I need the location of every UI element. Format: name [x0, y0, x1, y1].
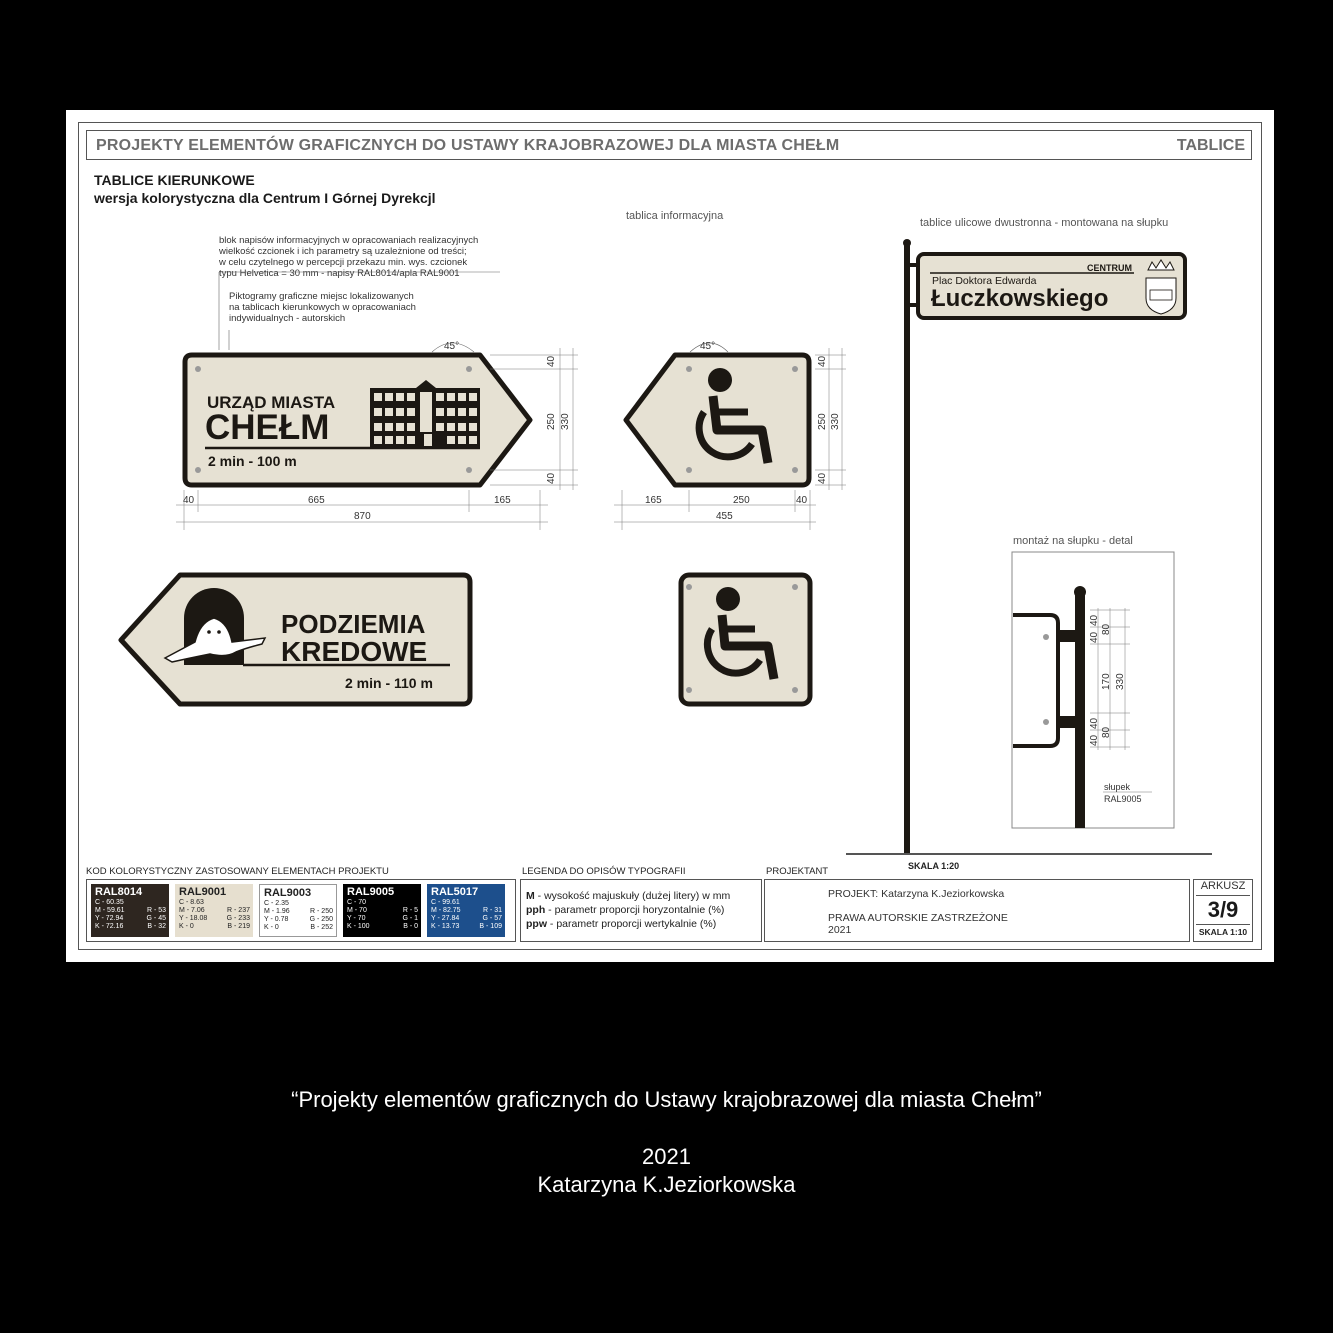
building-pictogram — [370, 380, 480, 448]
swatch-name: RAL9001 — [179, 886, 227, 898]
sign-urzad-miasta — [185, 341, 530, 485]
designer-title: PROJEKTANT — [766, 866, 829, 877]
swatch-value: B - 219 — [227, 923, 250, 930]
legend-title: LEGENDA DO OPISÓW TYPOGRAFII — [522, 866, 686, 877]
dim-label: 40 — [1089, 734, 1100, 746]
legend-item — [526, 917, 730, 931]
mount-detail-label: montaż na słupku - detal — [1013, 535, 1133, 547]
designer-year: 2021 — [828, 924, 852, 936]
dim-label: 250 — [817, 413, 828, 430]
swatch-value: C - 8.63 — [179, 899, 204, 906]
swatch-ral9005 — [343, 884, 421, 937]
swatch-value: B - 0 — [403, 923, 418, 930]
note-line: na tablicach kierunkowych w opracowaniach — [229, 302, 416, 313]
legend-text: - parametr proporcji horyzontalnie (%) — [545, 904, 725, 916]
dim-label: 40 — [183, 495, 195, 506]
dim-label: 330 — [560, 413, 571, 430]
designer-rights: PRAWA AUTORSKIE ZASTRZEŻONE — [828, 912, 1008, 924]
dim-label: 40 — [817, 355, 828, 367]
note-line: w celu czytelnego w percepcji przekazu min. wys. czcionek — [219, 257, 468, 268]
swatch-value: G - 57 — [482, 915, 502, 922]
caption-title: “Projekty elementów graficznych do Ustawy krajobrazowej dla miasta Chełm” — [291, 1087, 1042, 1112]
dim-label: 330 — [830, 413, 841, 430]
dim-label: 80 — [1101, 726, 1112, 738]
legend-list — [526, 889, 730, 931]
dim-label: 40 — [546, 355, 557, 367]
dim-label: 40 — [546, 472, 557, 484]
palette-title: KOD KOLORYSTYCZNY ZASTOSOWANY ELEMENTACH PROJEKTU — [86, 866, 389, 877]
dim-label: 170 — [1101, 673, 1112, 690]
street-line1: Plac Doktora Edwarda — [932, 275, 1037, 287]
info-board-label: tablica informacyjna — [626, 210, 724, 222]
dim-label: 870 — [354, 511, 371, 522]
swatch-value: C - 70 — [347, 899, 367, 906]
swatch-value: R - 5 — [402, 907, 418, 914]
note-line: wielkość czcionek i ich parametry są uzależnione od treści; — [219, 246, 467, 257]
swatch-value: Y - 18.08 — [179, 915, 208, 922]
designer-project: PROJEKT: Katarzyna K.Jeziorkowska — [828, 888, 1005, 900]
swatch-ral9003 — [259, 884, 337, 937]
sign3-line1: PODZIEMIA — [281, 609, 426, 639]
swatch-value: M - 1.96 — [264, 908, 290, 915]
sheet-scale: SKALA 1:10 — [1198, 927, 1248, 937]
swatch-value: K - 72.16 — [95, 923, 124, 930]
sign3-time: 2 min - 110 m — [345, 675, 433, 691]
dim-label: 165 — [494, 495, 511, 506]
swatch-value: Y - 0.78 — [264, 916, 289, 923]
sign1-line2: CHEŁM — [205, 408, 330, 447]
swatch-value: B - 32 — [147, 923, 166, 930]
swatch-value: G - 250 — [309, 916, 333, 923]
dim-label: 40 — [1089, 614, 1100, 626]
dim-label: 250 — [733, 495, 750, 506]
sheet-label: ARKUSZ — [1200, 880, 1246, 892]
swatch-value: R - 31 — [482, 907, 502, 914]
legend-item — [526, 889, 730, 903]
swatch-ral9001 — [175, 884, 253, 937]
dim-label: 330 — [1115, 673, 1126, 690]
dim-label: 40 — [1089, 717, 1100, 729]
swatch-value: G - 1 — [402, 915, 418, 922]
scale-detail: SKALA 1:20 — [908, 861, 960, 871]
swatch-value: K - 13.73 — [431, 923, 460, 930]
page-title: PROJEKTY ELEMENTÓW GRAFICZNYCH DO USTAWY KRAJOBRAZOWEJ DLA MIASTA CHEŁM — [96, 137, 840, 154]
swatch-name: RAL5017 — [431, 886, 479, 898]
post-label: słupek — [1104, 782, 1131, 792]
swatch-value: K - 0 — [264, 924, 279, 931]
subtitle-2: wersja kolorystyczna dla Centrum I Górnej Dyrekcjl — [94, 190, 436, 206]
sign2-angle: 45° — [700, 341, 716, 352]
legend-key: pph — [526, 904, 546, 916]
swatch-value: M - 70 — [347, 907, 367, 914]
swatch-value: C - 2.35 — [264, 900, 289, 907]
swatch-value: K - 100 — [347, 923, 370, 930]
street-sign-label: tablice ulicowe dwustronna - montowana na słupku — [920, 217, 1169, 229]
dim-label: 40 — [817, 472, 828, 484]
swatch-value: B - 109 — [479, 923, 502, 930]
swatch-value: G - 45 — [146, 915, 166, 922]
note-line: blok napisów informacyjnych w opracowaniach realizacyjnych — [219, 235, 479, 246]
dim-label: 455 — [716, 511, 733, 522]
dim-label: 40 — [796, 495, 808, 506]
dim-label: 250 — [546, 413, 557, 430]
swatch-value: B - 252 — [310, 924, 333, 931]
street-line2: Łuczkowskiego — [931, 285, 1109, 312]
caption-author: Katarzyna K.Jeziorkowska — [537, 1172, 796, 1197]
sign-accessibility-arrow — [626, 341, 809, 485]
sign1-time: 2 min - 100 m — [208, 453, 297, 469]
sign1-line1: URZĄD MIASTA — [207, 393, 336, 412]
legend-text: - wysokość majuskuły (dużej litery) w mm — [534, 890, 731, 902]
legend-key: ppw — [526, 918, 547, 930]
dim-label: 665 — [308, 495, 325, 506]
mount-detail — [1012, 552, 1174, 828]
swatch-value: C - 99.61 — [431, 899, 460, 906]
swatch-value: Y - 72.94 — [95, 915, 124, 922]
swatch-value: R - 237 — [227, 907, 250, 914]
swatch-value: R - 53 — [146, 907, 166, 914]
sign-accessibility-square — [681, 575, 810, 704]
swatch-value: C - 60.35 — [95, 899, 124, 906]
swatch-value: M - 7.06 — [179, 907, 205, 914]
coat-of-arms-icon — [1146, 260, 1176, 314]
note-line: Piktogramy graficzne miejsc lokalizowanych — [229, 291, 414, 302]
sheet-number: 3/9 — [1196, 895, 1250, 925]
swatch-ral8014 — [91, 884, 169, 937]
caption-year: 2021 — [642, 1144, 691, 1169]
sign3-line2: KREDOWE — [281, 636, 428, 667]
sign1-angle: 45° — [444, 341, 460, 352]
section-label: TABLICE — [1176, 137, 1245, 154]
swatch-ral5017 — [427, 884, 505, 937]
swatch-value: M - 82.75 — [431, 907, 461, 914]
legend-item — [526, 903, 730, 917]
legend-key: M — [526, 890, 535, 902]
legend-text: - parametr proporcji wertykalnie (%) — [547, 918, 717, 930]
post-ral: RAL9005 — [1104, 794, 1142, 804]
swatch-value: M - 59.61 — [95, 907, 125, 914]
swatch-value: Y - 27.84 — [431, 915, 460, 922]
street-district: CENTRUM — [1087, 263, 1132, 273]
note-line: indywidualnych - autorskich — [229, 313, 346, 324]
dim-label: 40 — [1089, 631, 1100, 643]
subtitle-1: TABLICE KIERUNKOWE — [94, 172, 255, 188]
swatch-name: RAL9005 — [347, 886, 395, 898]
swatch-value: G - 233 — [226, 915, 250, 922]
swatch-value: R - 250 — [310, 908, 333, 915]
swatch-value: Y - 70 — [347, 915, 366, 922]
swatch-value: K - 0 — [179, 923, 194, 930]
swatch-name: RAL9003 — [264, 887, 312, 899]
note-line: typu Helvetica = 30 mm - napisy RAL8014/apla RAL9001 — [219, 268, 460, 279]
dim-label: 80 — [1101, 623, 1112, 635]
swatch-name: RAL8014 — [95, 886, 143, 898]
street-name-sign — [918, 254, 1185, 318]
sign-podziemia-kredowe — [121, 575, 470, 704]
dim-label: 165 — [645, 495, 662, 506]
